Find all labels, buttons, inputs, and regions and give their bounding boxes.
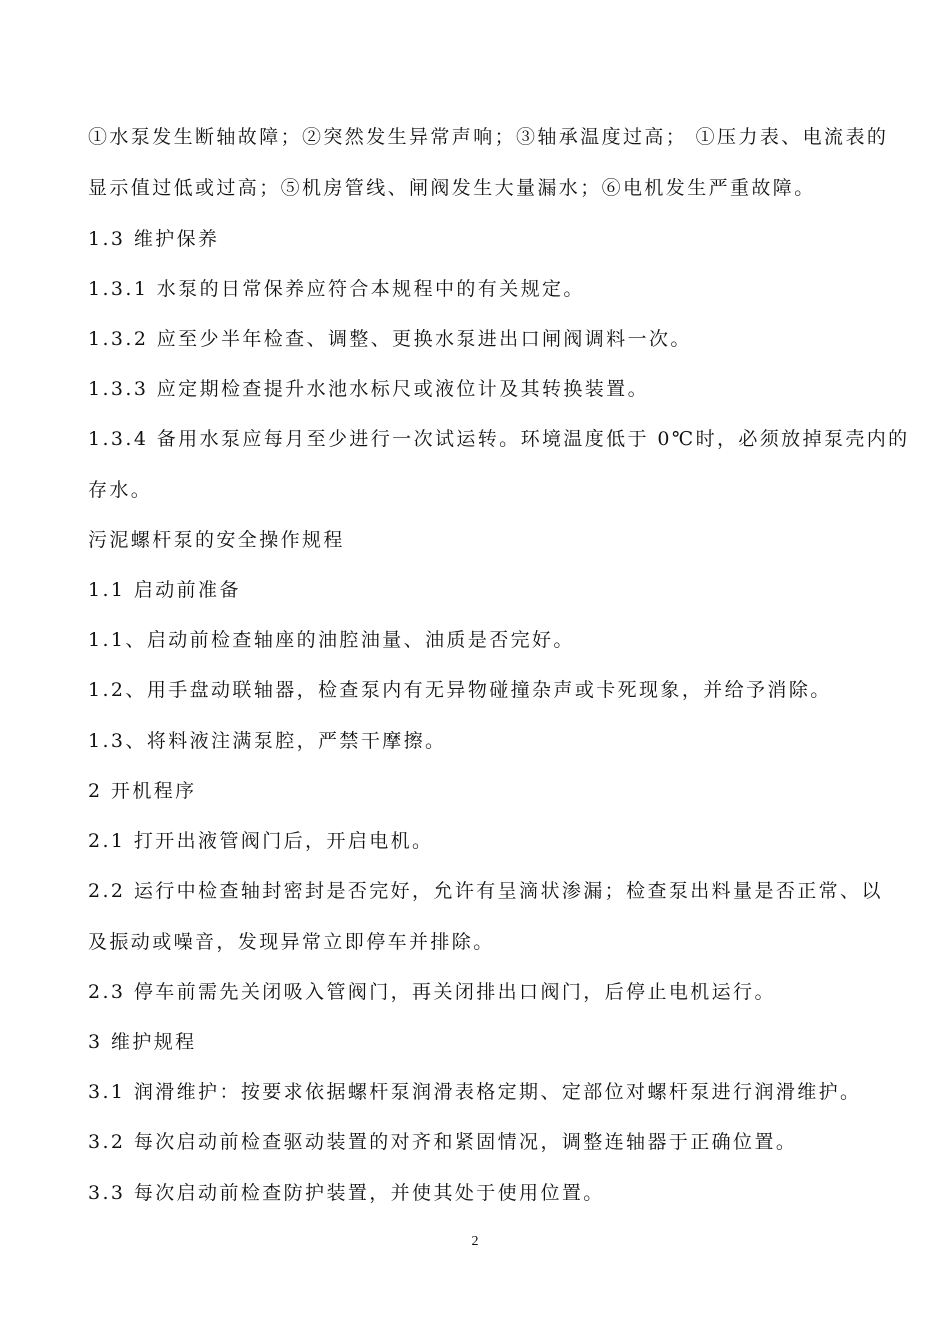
- text-line: 及振动或噪音，发现异常立即停车并排除。: [88, 931, 495, 953]
- text-line: 1.3、将料液注满泵腔，严禁干摩擦。: [88, 730, 447, 752]
- text-line: 1.3.1 水泵的日常保养应符合本规程中的有关规定。: [88, 278, 585, 300]
- section-heading: 1.3 维护保养: [88, 228, 220, 250]
- document-title: 污泥螺杆泵的安全操作规程: [88, 529, 345, 551]
- text-line: 3.2 每次启动前检查驱动装置的对齐和紧固情况，调整连轴器于正确位置。: [88, 1131, 798, 1153]
- section-heading: 1.1 启动前准备: [88, 579, 241, 601]
- text-line: 1.1、启动前检查轴座的油腔油量、油质是否完好。: [88, 629, 575, 651]
- text-line: 2.3 停车前需先关闭吸入管阀门，再关闭排出口阀门，后停止电机运行。: [88, 981, 776, 1003]
- page-number: 2: [471, 1234, 479, 1249]
- text-line: 1.3.4 备用水泵应每月至少进行一次试运转。环境温度低于 0℃时，必须放掉泵壳内的: [88, 428, 910, 450]
- text-line: 2.1 打开出液管阀门后，开启电机。: [88, 830, 434, 852]
- text-line: 显示值过低或过高；⑤机房管线、闸阀发生大量漏水；⑥电机发生严重故障。: [88, 177, 816, 199]
- text-line: 3.3 每次启动前检查防护装置，并使其处于使用位置。: [88, 1182, 605, 1204]
- section-heading: 2 开机程序: [88, 780, 197, 802]
- text-line: ①水泵发生断轴故障；②突然发生异常声响；③轴承温度过高； ①压力表、电流表的: [88, 126, 889, 148]
- text-line: 1.3.2 应至少半年检查、调整、更换水泵进出口闸阀调料一次。: [88, 328, 692, 350]
- section-heading: 3 维护规程: [88, 1031, 197, 1053]
- text-line: 3.1 润滑维护：按要求依据螺杆泵润滑表格定期、定部位对螺杆泵进行润滑维护。: [88, 1081, 862, 1103]
- text-line: 1.2、用手盘动联轴器，检查泵内有无异物碰撞杂声或卡死现象，并给予消除。: [88, 679, 832, 701]
- text-line: 存水。: [88, 479, 153, 501]
- text-line: 2.2 运行中检查轴封密封是否完好，允许有呈滴状渗漏；检查泵出料量是否正常、以: [88, 880, 883, 902]
- text-line: 1.3.3 应定期检查提升水池水标尺或液位计及其转换装置。: [88, 378, 649, 400]
